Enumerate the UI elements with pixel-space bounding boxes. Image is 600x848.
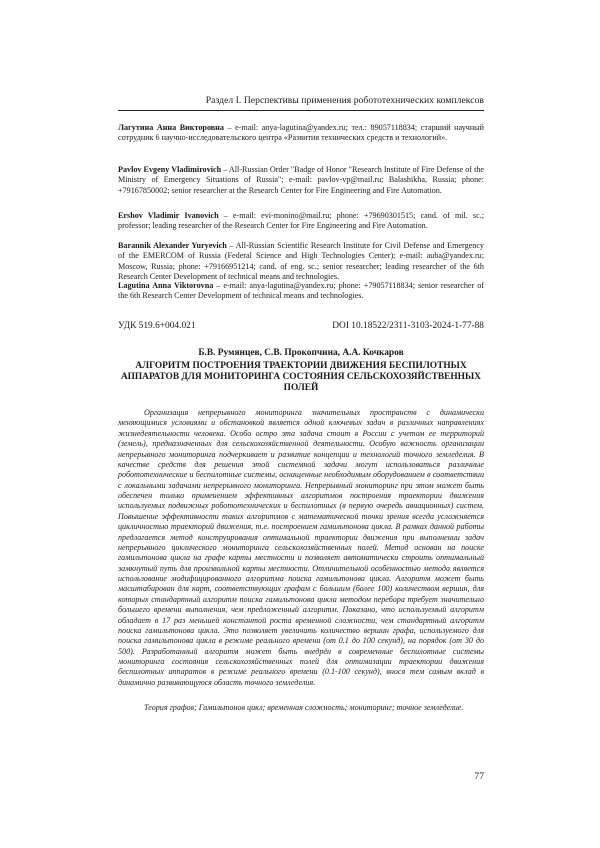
article-title: АЛГОРИТМ ПОСТРОЕНИЯ ТРАЕКТОРИИ ДВИЖЕНИЯ БЕСПИЛОТНЫХ АППАРАТОВ ДЛЯ МОНИТОРИНГА СОСТОЯНИЯ СЕЛЬСКОХОЗЯЙСТВЕННЫХ ПОЛЕЙ: [121, 361, 481, 394]
keywords: Теория графов; Гамильтонов цикл; временная сложность; мониторинг; точное земледелие.: [144, 703, 464, 712]
author-details: – e-mail: anya-lagutina@yandex.ru; тел.: 89057118834; старший научный сотрудник 6 научно-исследовательского центра «Развития технических средств и технологий».: [118, 123, 484, 143]
abstract: Организация непрерывного мониторинга значительных пространств с динамически меняющимися условиями и обстановкой является одной ключевых задач в различных направлениях жизнедеятельности человека. Особо остро эта задача стоит в России с учетом ее территорий (земель), предназначенных для сельскохозяйственной деятельности. Особую важность организации непрерывного мониторинга подчеркивает и развитие концепции и технологий точного земледелия. В качестве средств для решения этой системной задачи могут использоваться различные робототехнические и беспилотные системы, оснащенные необходимым оборудованием в соответствии с локальными задачами непрерывного мониторинга. Непрерывный мониторинг при этом может быть обеспечен только применением эффективных алгоритмов построения траектории движения используемых подвижных робототехнических и беспилотных (в первую очередь авиационных) систем. Повышение эффективности таких алгоритмов с математической точки зрения всегда усложняется цикличностью траекторий движения, т.е. построением гамильтонова цикла. В рамках данной работы предлагается метод конструирования оптимальной траектории движения при выполнении задач непрерывного циклического мониторинга сельскохозяйственных полей. Метод основан на поиске гамильтонова цикла на графе карты местности и позволяет автоматически строить оптимальный замкнутый путь для произвольной карты местности. Отличительной особенностью метода является использование модифицированного алгоритма поиска гамильтонова цикла. Алгоритм может быть масштабирован для карт, соответствующих графам с большим (более 100) количеством вершин, для которых стандартный алгоритм поиска гамильтонова цикла методом перебора требует значительно большего времени выполнения, чем предложенный алгоритм. Показано, что используемый алгоритм обладает в 17 раз меньшей константой роста временной сложности, чем стандартный алгоритм поиска гамильтонова цикла. Это позволяет увеличить количество вершин графа, используемого для поиска гамильтонова цикла в режиме реального времени (от 0.1 до 100 секунд), на порядок (от 30 до 500). Разработанный алгоритм может быть внедрён в современные беспилотные системы мониторинга состояния сельскохозяйственных полей для оптимизации траектории движения беспилотных аппаратов в режиме реального времени (0.1-100 секунд), внося тем самым вклад в динамично развивающуюся область точного земледелия.: [118, 408, 484, 687]
running-head: Раздел I. Перспективы применения робототехнических комплексов: [205, 95, 484, 106]
header-rule: [118, 110, 484, 111]
author-details: – All-Russian Scientific Research Institute for Civil Defense and Emergency of the EMERCOM of Russia (Federal Science and High Technologies Center); e-mail: auba@yandex.ru; Moscow, Russia; phone: +79166951214; cand. of eng. sc.; senior researcher; leading researcher of the 6th Research Center Development of technical means and technologies.: [118, 241, 484, 281]
author-name: Ershov Vladimir Ivanovich: [118, 211, 219, 220]
author-name: Barannik Alexander Yuryevich: [118, 241, 227, 250]
author-info-lagutina-en: [118, 281, 484, 302]
author-details: – All-Russian Order "Badge of Honor "Research Institute of Fire Defense of the Ministry of Emergency Situations of Russia"; e-mail: pavlov-vp@mail.ru; Balashikha, Russia; phone: +79167850002; senior researcher at the Research Center for Fire Engineering and Fire Automation.: [118, 165, 485, 195]
author-info-ershov: [118, 211, 484, 232]
author-details: – e-mail: anya-lagutina@yandex.ru; phone: +79057118834; senior researcher of the 6th Research Center Development of technical means and technologies.: [118, 281, 484, 301]
page-number: 77: [474, 771, 484, 782]
udc-code: УДК 519.6+004.021: [118, 321, 196, 331]
author-name: Lagutina Anna Viktorovna: [118, 281, 214, 290]
author-info-lagutina-ru: [118, 123, 484, 144]
author-name: Лагутина Анна Викторовна: [118, 123, 224, 132]
author-name: Pavlov Evgeny Vladimirovich: [118, 165, 222, 174]
author-details: – e-mail: evi-monino@mail.ru; phone: +79690301515; cand. of mil. sc.; professor; leading researcher of the Research Center for Fire Engineering and Fire Automation.: [118, 211, 484, 231]
author-info-barannik: [118, 241, 484, 282]
doi: DOI 10.18522/2311-3103-2024-1-77-88: [332, 321, 484, 331]
author-info-pavlov: [118, 165, 484, 196]
article-authors: Б.В. Румянцев, С.В. Прокопчина, А.А. Кочкаров: [198, 348, 404, 358]
